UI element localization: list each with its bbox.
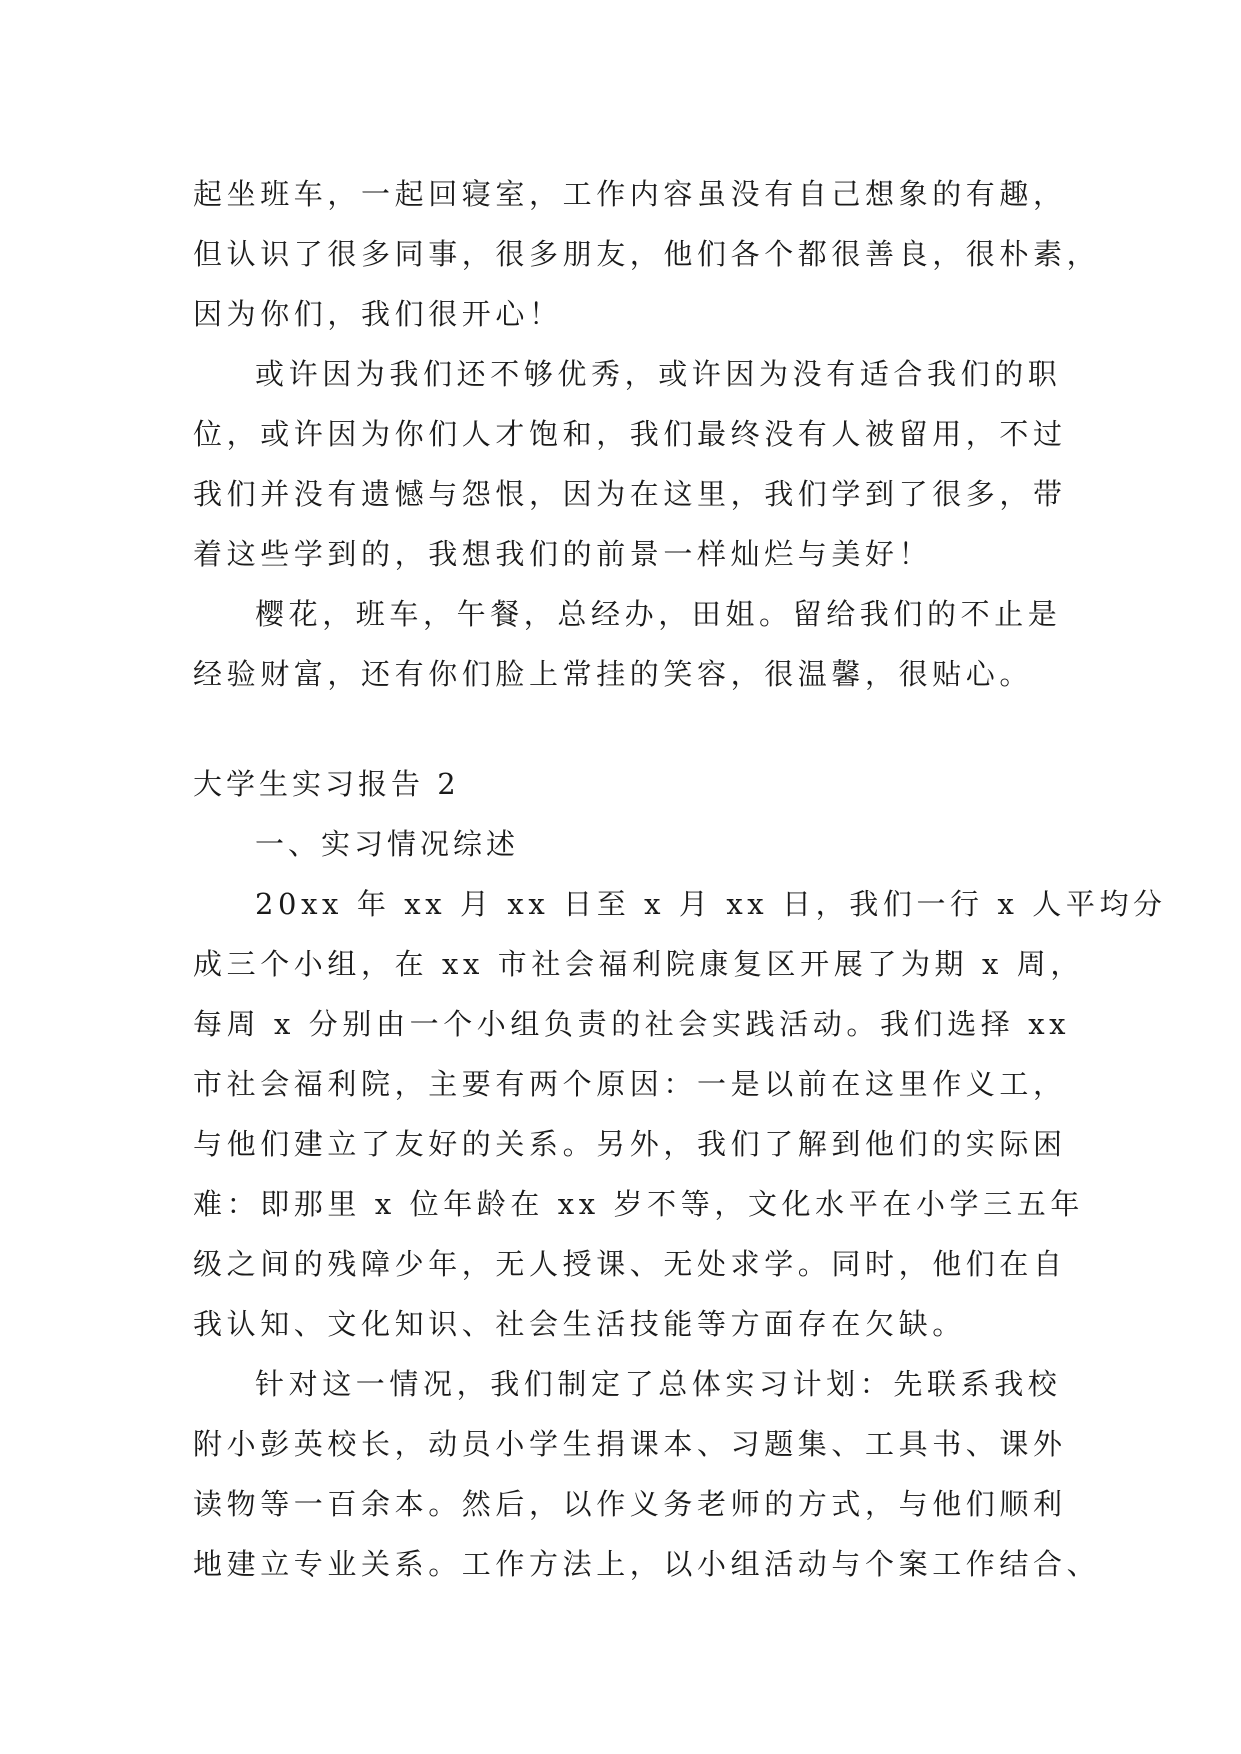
paragraph-line: 着这些学到的，我想我们的前景一样灿烂与美好！	[193, 537, 933, 571]
paragraph-line: 起坐班车，一起回寝室，工作内容虽没有自己想象的有趣，	[193, 177, 1067, 211]
paragraph-line: 读物等一百余本。然后，以作义务老师的方式，与他们顺利	[193, 1487, 1067, 1521]
paragraph-line: 地建立专业关系。工作方法上，以小组活动与个案工作结合、	[193, 1547, 1101, 1581]
paragraph-line: 位，或许因为你们人才饱和，我们最终没有人被留用，不过	[193, 417, 1067, 451]
paragraph-line: 因为你们，我们很开心！	[193, 297, 563, 331]
section-title: 大学生实习报告 2	[193, 767, 460, 801]
paragraph-line: 难：即那里 x 位年龄在 xx 岁不等，文化水平在小学三五年	[193, 1187, 1084, 1221]
paragraph-line: 但认识了很多同事，很多朋友，他们各个都很善良，很朴素，	[193, 237, 1101, 271]
paragraph-line: 级之间的残障少年，无人授课、无处求学。同时，他们在自	[193, 1247, 1067, 1281]
paragraph-first-line: 樱花，班车，午餐，总经办，田姐。留给我们的不止是	[255, 597, 1062, 631]
paragraph-first-line: 或许因为我们还不够优秀，或许因为没有适合我们的职	[255, 357, 1062, 391]
document-body	[193, 164, 1167, 1594]
paragraph-line: 与他们建立了友好的关系。另外，我们了解到他们的实际困	[193, 1127, 1067, 1161]
paragraph-first-line: 针对这一情况，我们制定了总体实习计划：先联系我校	[255, 1367, 1062, 1401]
paragraph-first-line: 20xx 年 xx 月 xx 日至 x 月 xx 日，我们一行 x 人平均分	[255, 887, 1167, 921]
paragraph-line: 我认知、文化知识、社会生活技能等方面存在欠缺。	[193, 1307, 966, 1341]
paragraph-line: 经验财富，还有你们脸上常挂的笑容，很温馨，很贴心。	[193, 657, 1034, 691]
subsection-title: 一、实习情况综述	[255, 827, 520, 861]
paragraph-line: 附小彭英校长，动员小学生捐课本、习题集、工具书、课外	[193, 1427, 1067, 1461]
paragraph-line: 成三个小组，在 xx 市社会福利院康复区开展了为期 x 周，	[193, 947, 1084, 981]
paragraph-line: 市社会福利院，主要有两个原因：一是以前在这里作义工，	[193, 1067, 1067, 1101]
paragraph-line: 我们并没有遗憾与怨恨，因为在这里，我们学到了很多，带	[193, 477, 1067, 511]
paragraph-line: 每周 x 分别由一个小组负责的社会实践活动。我们选择 xx	[193, 1007, 1071, 1041]
section-gap	[193, 704, 1068, 754]
